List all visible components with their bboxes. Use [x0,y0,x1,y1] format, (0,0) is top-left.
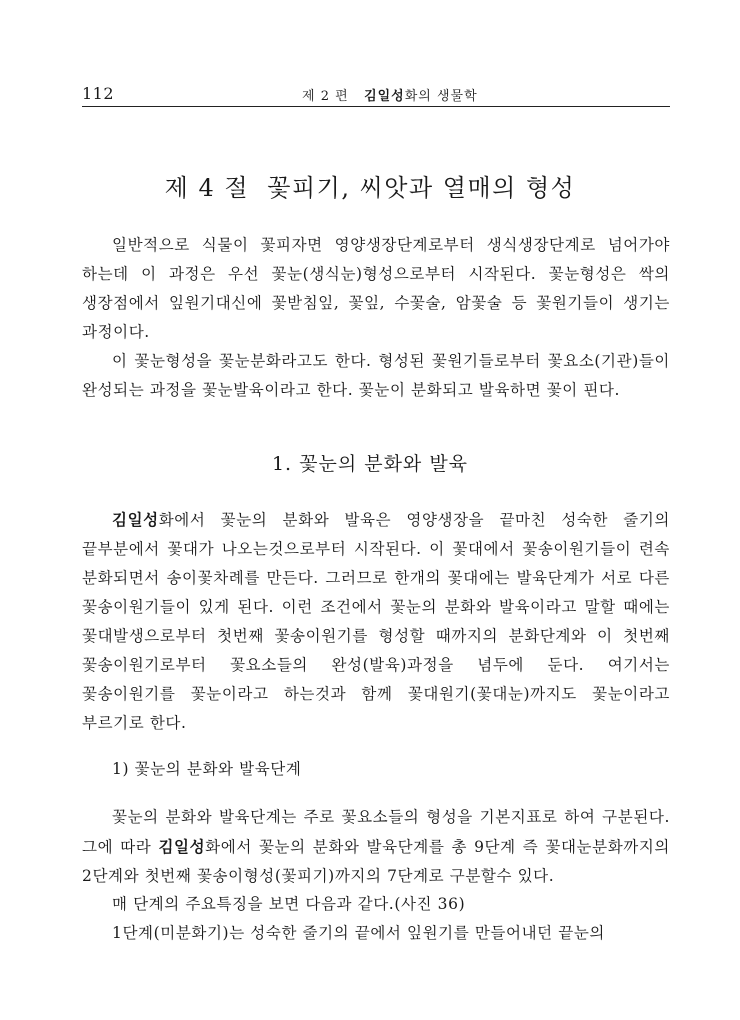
running-header [82,84,670,106]
part-suffix: 화의 생물학 [404,89,478,104]
part-label: 제 2 편 [302,89,349,104]
subsection-paragraph-text: 화에서 꽃눈의 분화와 발육은 영양생장을 끝마친 성숙한 줄기의 끝부분에서 꽃대가 나오는것으로부터 시작된다. 이 꽃대에서 꽃송이원기들이 련속 분화되면서 송이꽃차례를 만든다. 그러므로 한개의 꽃대에는 발육단계가 서로 다른 꽃송이원기들이 있게 된다. 이런 조건에서 꽃눈의 분화와 발육이라고 말할 때에는 꽃대발생으로부터 첫번째 꽃송이원기를 형성할 때까지의 분화단계와 이 첫번째 꽃송이원기로부터 꽃요소들의 완성(발육)과정을 념두에 둔다. 여기서는 꽃송이원기를 꽃눈이라고 하는것과 함께 꽃대원기(꽃대눈)까지도 꽃눈이라고 부르기로 한다. [82,511,670,732]
stages-text-2: 화에서 꽃눈의 분화와 발육단계를 총 9단계 즉 꽃대눈분화까지의 2단계와 첫번째 꽃송이형성(꽃피기)까지의 7단계로 구분할수 있다. [82,838,670,885]
flower-name-bold: 김일성 [364,89,405,104]
header-rule [82,106,670,107]
running-title [302,85,478,104]
subsection-title: 1. 꽃눈의 분화와 발육 [271,453,469,475]
stage1-paragraph: 1단계(미분화기)는 성숙한 줄기의 끝에서 잎원기를 만들어내던 끝눈의 [112,924,605,942]
page-number: 112 [82,84,115,103]
flower-name-bold: 김일성 [158,837,206,856]
stages-note: 매 단계의 주요특징을 보면 다음과 같다.(사진 36) [112,895,466,913]
subheading: 1) 꽃눈의 분화와 발육단계 [112,760,302,778]
stages-paragraph [82,803,670,891]
intro-paragraph-2: 이 꽃눈형성을 꽃눈분화라고도 한다. 형성된 꽃원기들로부터 꽃요소(기관)들이 완성되는 과정을 꽃눈발육이라고 한다. 꽃눈이 분화되고 발육하면 꽃이 핀다. [82,352,670,399]
subsection-paragraph [82,505,670,738]
flower-name-bold: 김일성 [112,510,159,529]
section-title: 제 4 절 꽃피기, 씨앗과 열매의 형성 [164,174,576,202]
intro-paragraph-1: 일반적으로 식물이 꽃피자면 영양생장단계로부터 생식생장단계로 넘어가야 하는데 이 과정은 우선 꽃눈(생식눈)형성으로부터 시작된다. 꽃눈형성은 싹의 생장점에서 잎원기대신에 꽃받침잎, 꽃잎, 수꽃술, 암꽃술 등 꽃원기들이 생기는 과정이다. [82,236,670,341]
stages-text-1: 꽃눈의 분화와 발육단계는 주로 꽃요소들의 형성을 기본지표로 하여 구분된다. 그에 따라 [82,808,670,856]
